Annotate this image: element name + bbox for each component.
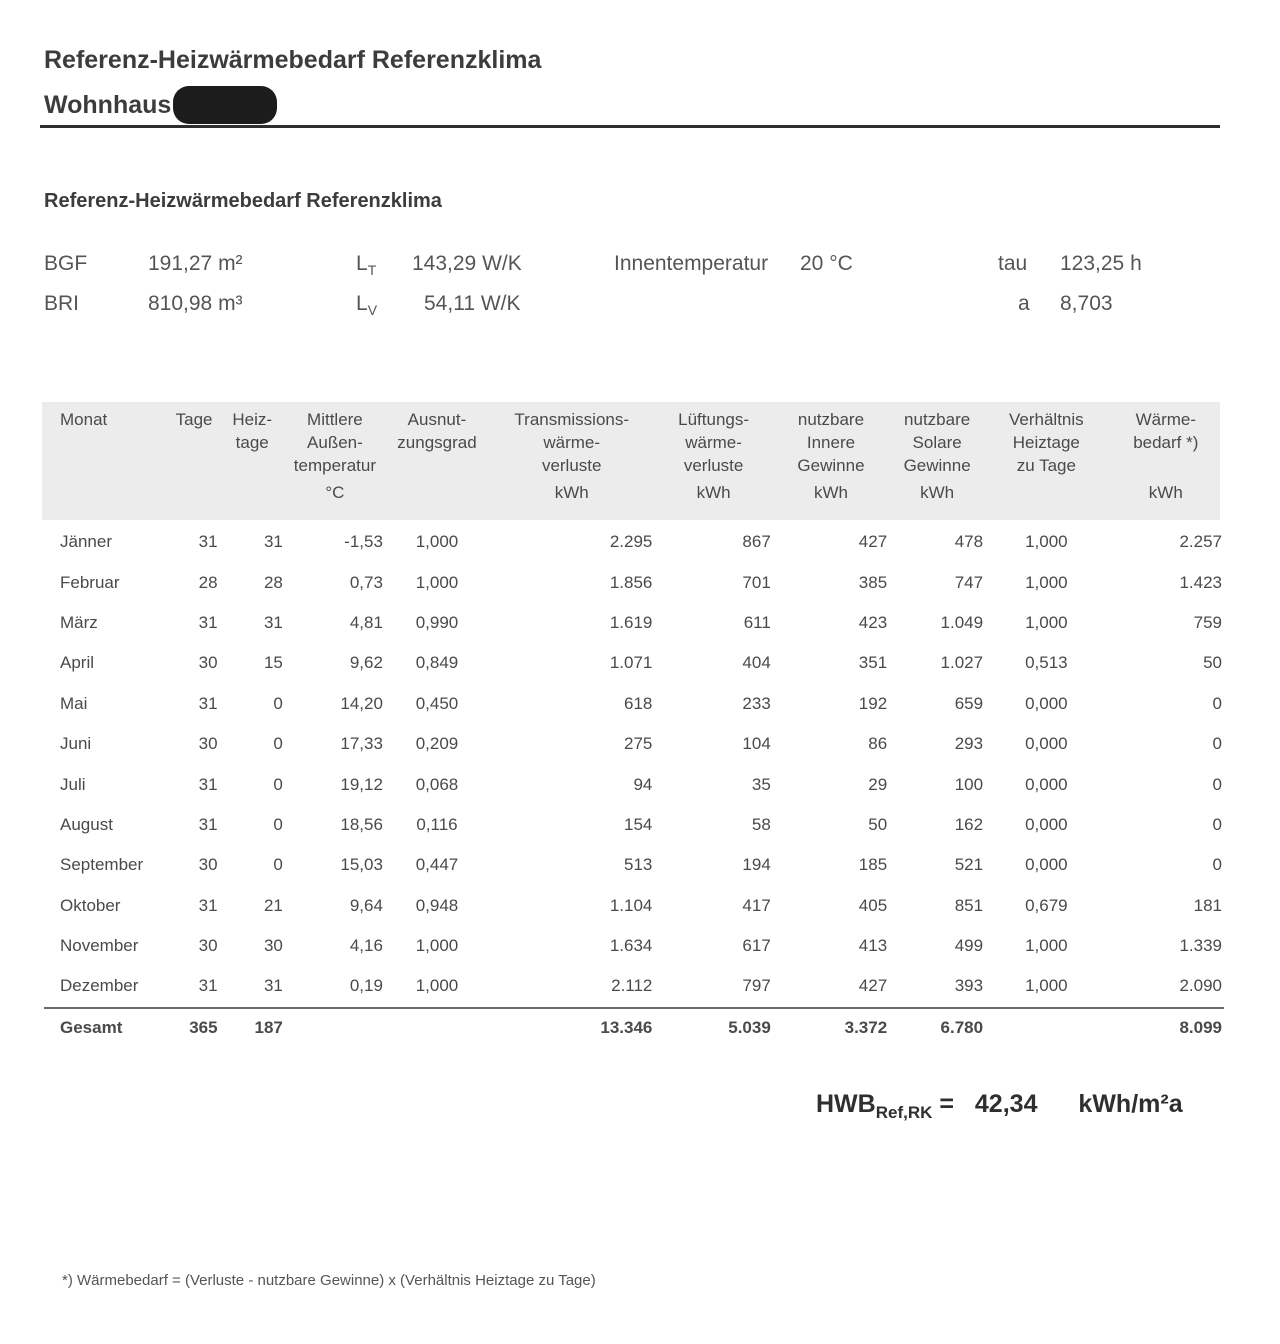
value-cell: 0 bbox=[273, 814, 283, 834]
value-cell: 31 bbox=[263, 612, 283, 632]
value-cell: 427 bbox=[858, 976, 888, 996]
value-cell: 1,000 bbox=[1025, 936, 1068, 956]
column-header-line: tage bbox=[235, 433, 269, 452]
value-cell: 0,116 bbox=[416, 814, 458, 834]
value-cell: 0 bbox=[1212, 855, 1222, 875]
column-header bbox=[985, 404, 1107, 520]
month-cell: Juni bbox=[60, 734, 92, 754]
value-cell: 181 bbox=[1193, 895, 1222, 915]
value-cell: 0,000 bbox=[1025, 693, 1068, 713]
bri-value: 810,98 m³ bbox=[148, 292, 243, 315]
value-cell: 21 bbox=[263, 895, 283, 915]
value-cell: 423 bbox=[858, 612, 888, 632]
total-cell: 187 bbox=[220, 1008, 285, 1047]
column-header-line: Lüftungs- bbox=[678, 410, 750, 429]
value-cell: 9,62 bbox=[349, 653, 383, 673]
value-cell: 2.295 bbox=[609, 532, 653, 552]
value-cell: 0,679 bbox=[1025, 895, 1068, 915]
value-cell: 30 bbox=[198, 936, 218, 956]
column-unit: kWh bbox=[813, 483, 848, 502]
value-cell: 31 bbox=[198, 532, 218, 552]
value-cell: 86 bbox=[868, 734, 888, 754]
value-cell: 29 bbox=[868, 774, 888, 794]
value-cell: 9,64 bbox=[349, 895, 383, 915]
innentemp-label: Innentemperatur bbox=[614, 252, 769, 275]
value-cell: 2.112 bbox=[611, 976, 653, 996]
value-cell: 0,000 bbox=[1025, 855, 1068, 875]
table-row bbox=[44, 926, 1224, 966]
month-cell: August bbox=[60, 814, 113, 834]
section-title: Referenz-Heizwärmebedarf Referenzklima bbox=[44, 190, 442, 212]
value-cell: 19,12 bbox=[340, 774, 383, 794]
column-header-line: Außen- bbox=[307, 433, 363, 452]
column-header bbox=[1108, 404, 1224, 520]
bgf-value: 191,27 m² bbox=[148, 252, 243, 275]
value-cell: 1.339 bbox=[1179, 936, 1222, 956]
footnote: *) Wärmebedarf = (Verluste - nutzbare Gewinne) x (Verhältnis Heiztage zu Tage) bbox=[62, 1272, 596, 1289]
column-header-line: Transmissions- bbox=[514, 410, 630, 429]
column-header-line: Wärme- bbox=[1135, 410, 1197, 429]
table-row bbox=[44, 805, 1224, 845]
value-cell: 2.257 bbox=[1179, 532, 1222, 552]
value-cell: 50 bbox=[868, 814, 888, 834]
value-cell: 1,000 bbox=[415, 532, 459, 552]
value-cell: 0,19 bbox=[349, 976, 383, 996]
column-header-line: Tage bbox=[175, 410, 213, 429]
value-cell: 17,33 bbox=[340, 734, 383, 754]
value-cell: 0,000 bbox=[1025, 774, 1068, 794]
value-cell: 0 bbox=[273, 734, 283, 754]
column-unit: kWh bbox=[554, 483, 589, 502]
value-cell: 1,000 bbox=[1025, 612, 1068, 632]
value-cell: 867 bbox=[742, 532, 771, 552]
bgf-label: BGF bbox=[44, 252, 88, 275]
lt-label bbox=[356, 252, 376, 278]
value-cell: 28 bbox=[198, 572, 218, 592]
value-cell: -1,53 bbox=[344, 532, 383, 552]
value-cell: 192 bbox=[858, 693, 888, 713]
month-cell: Jänner bbox=[60, 532, 112, 552]
lv-symbol: L bbox=[356, 292, 368, 315]
tau-value: 123,25 h bbox=[1060, 252, 1142, 275]
table-row bbox=[44, 845, 1224, 885]
header-divider bbox=[40, 125, 1220, 128]
column-header bbox=[385, 404, 489, 520]
value-cell: 0,450 bbox=[415, 693, 459, 713]
value-cell: 31 bbox=[198, 976, 218, 996]
value-cell: 0 bbox=[1212, 774, 1222, 794]
value-cell: 1.027 bbox=[940, 653, 984, 673]
column-header-line: nutzbare bbox=[797, 410, 865, 429]
value-cell: 31 bbox=[198, 895, 218, 915]
total-cell bbox=[385, 1008, 489, 1047]
column-unit: kWh bbox=[1148, 483, 1183, 502]
value-cell: 15,03 bbox=[340, 855, 383, 875]
page-subtitle bbox=[44, 86, 277, 124]
column-header bbox=[489, 404, 654, 520]
value-cell: 385 bbox=[858, 572, 888, 592]
total-cell: 3.372 bbox=[773, 1008, 889, 1047]
value-cell: 499 bbox=[954, 936, 984, 956]
value-cell: 1,000 bbox=[415, 936, 459, 956]
total-cell bbox=[985, 1008, 1107, 1047]
value-cell: 1.049 bbox=[940, 612, 984, 632]
value-cell: 30 bbox=[198, 734, 218, 754]
value-cell: 0,849 bbox=[415, 653, 459, 673]
total-cell: 5.039 bbox=[654, 1008, 772, 1047]
value-cell: 154 bbox=[624, 814, 653, 834]
value-cell: 1,000 bbox=[1025, 532, 1068, 552]
value-cell: 2.090 bbox=[1179, 976, 1222, 996]
column-unit: kWh bbox=[696, 483, 731, 502]
lv-subscript: V bbox=[367, 302, 378, 319]
value-cell: 275 bbox=[624, 734, 653, 754]
value-cell: 405 bbox=[858, 895, 888, 915]
value-cell: 0,948 bbox=[415, 895, 459, 915]
table-row bbox=[44, 966, 1224, 1007]
value-cell: 478 bbox=[954, 532, 984, 552]
value-cell: 759 bbox=[1193, 612, 1222, 632]
hwb-equals: = bbox=[939, 1090, 954, 1118]
month-cell: April bbox=[60, 653, 95, 673]
value-cell: 747 bbox=[954, 572, 984, 592]
hwb-subscript: Ref,RK bbox=[875, 1103, 933, 1122]
column-header-line: bedarf *) bbox=[1133, 433, 1199, 452]
tau-label: tau bbox=[998, 252, 1028, 275]
column-unit: °C bbox=[325, 483, 345, 502]
value-cell: 100 bbox=[954, 774, 984, 794]
table-row bbox=[44, 724, 1224, 764]
value-cell: 617 bbox=[742, 936, 771, 956]
column-header bbox=[654, 404, 772, 520]
lv-value: 54,11 W/K bbox=[424, 292, 521, 315]
value-cell: 58 bbox=[751, 814, 771, 834]
value-cell: 797 bbox=[742, 976, 771, 996]
column-header-line: zu Tage bbox=[1016, 456, 1076, 475]
monthly-heat-demand-table bbox=[44, 404, 1224, 1047]
column-header-line: temperatur bbox=[293, 456, 376, 475]
value-cell: 701 bbox=[742, 572, 771, 592]
value-cell: 1.071 bbox=[609, 653, 653, 673]
value-cell: 0,000 bbox=[1025, 734, 1068, 754]
value-cell: 611 bbox=[743, 612, 771, 632]
value-cell: 1.856 bbox=[609, 572, 653, 592]
month-cell: Dezember bbox=[60, 976, 139, 996]
column-header-line: Heiztage bbox=[1012, 433, 1080, 452]
value-cell: 0,513 bbox=[1025, 653, 1068, 673]
value-cell: 1.634 bbox=[609, 936, 653, 956]
total-label: Gesamt bbox=[44, 1008, 169, 1047]
value-cell: 0,209 bbox=[415, 734, 459, 754]
column-header-line: Heiz- bbox=[232, 410, 273, 429]
total-cell bbox=[285, 1008, 385, 1047]
value-cell: 1.619 bbox=[609, 612, 653, 632]
column-header bbox=[773, 404, 889, 520]
value-cell: 31 bbox=[198, 612, 218, 632]
value-cell: 31 bbox=[263, 976, 283, 996]
lt-symbol: L bbox=[356, 252, 368, 275]
column-header-line: zungsgrad bbox=[397, 433, 477, 452]
column-header-line: Gewinne bbox=[903, 456, 971, 475]
value-cell: 293 bbox=[954, 734, 984, 754]
total-cell: 365 bbox=[169, 1008, 220, 1047]
value-cell: 0 bbox=[273, 774, 283, 794]
value-cell: 0,068 bbox=[415, 774, 459, 794]
value-cell: 194 bbox=[742, 855, 771, 875]
table-row bbox=[44, 562, 1224, 602]
column-header-line: Mittlere bbox=[307, 410, 363, 429]
a-label: a bbox=[1018, 292, 1030, 315]
value-cell: 0 bbox=[273, 855, 283, 875]
value-cell: 50 bbox=[1203, 653, 1222, 673]
month-cell: März bbox=[60, 612, 98, 632]
value-cell: 104 bbox=[742, 734, 771, 754]
value-cell: 18,56 bbox=[340, 814, 383, 834]
value-cell: 30 bbox=[198, 855, 218, 875]
hwb-label: HWB bbox=[816, 1090, 876, 1118]
table-row bbox=[44, 603, 1224, 643]
value-cell: 351 bbox=[858, 653, 888, 673]
a-value: 8,703 bbox=[1060, 292, 1113, 315]
value-cell: 0,000 bbox=[1025, 814, 1068, 834]
value-cell: 15 bbox=[263, 653, 283, 673]
table-row bbox=[44, 520, 1224, 562]
value-cell: 233 bbox=[742, 693, 771, 713]
lv-label bbox=[356, 292, 377, 318]
lt-subscript: T bbox=[367, 262, 377, 279]
value-cell: 1,000 bbox=[415, 976, 459, 996]
table-total-row bbox=[44, 1008, 1224, 1047]
innentemp-value: 20 °C bbox=[800, 252, 853, 275]
table-header-row bbox=[44, 404, 1224, 520]
month-cell: Mai bbox=[60, 693, 88, 713]
table-body bbox=[44, 520, 1224, 1008]
value-cell: 30 bbox=[198, 653, 218, 673]
value-cell: 417 bbox=[742, 895, 771, 915]
value-cell: 31 bbox=[198, 693, 218, 713]
total-cell: 8.099 bbox=[1108, 1008, 1224, 1047]
value-cell: 162 bbox=[954, 814, 984, 834]
month-cell: November bbox=[60, 936, 139, 956]
column-header bbox=[285, 404, 385, 520]
value-cell: 0 bbox=[273, 693, 283, 713]
column-header-line: verluste bbox=[541, 456, 602, 475]
total-cell: 6.780 bbox=[889, 1008, 985, 1047]
value-cell: 1,000 bbox=[1025, 976, 1068, 996]
value-cell: 30 bbox=[263, 936, 283, 956]
value-cell: 0 bbox=[1212, 814, 1222, 834]
hwb-value: 42,34 bbox=[974, 1090, 1038, 1118]
redaction-mark bbox=[173, 86, 277, 124]
value-cell: 31 bbox=[263, 532, 283, 552]
column-header-line: nutzbare bbox=[904, 410, 971, 429]
value-cell: 28 bbox=[263, 572, 283, 592]
value-cell: 0,990 bbox=[415, 612, 459, 632]
value-cell: 1.423 bbox=[1179, 572, 1222, 592]
column-unit: kWh bbox=[920, 483, 955, 502]
column-header-line: wärme- bbox=[543, 433, 601, 452]
value-cell: 0 bbox=[1212, 734, 1222, 754]
month-cell: Juli bbox=[60, 774, 86, 794]
column-header bbox=[169, 404, 220, 520]
value-cell: 31 bbox=[198, 774, 218, 794]
value-cell: 393 bbox=[954, 976, 984, 996]
value-cell: 413 bbox=[858, 936, 888, 956]
column-header-line: Verhältnis bbox=[1009, 410, 1084, 429]
value-cell: 1,000 bbox=[1025, 572, 1068, 592]
page-title: Referenz-Heizwärmebedarf Referenzklima bbox=[44, 46, 542, 74]
total-cell: 13.346 bbox=[489, 1008, 654, 1047]
value-cell: 659 bbox=[954, 693, 984, 713]
value-cell: 0,447 bbox=[415, 855, 459, 875]
value-cell: 404 bbox=[742, 653, 771, 673]
hwb-unit: kWh/m²a bbox=[1078, 1090, 1183, 1118]
value-cell: 618 bbox=[624, 693, 653, 713]
column-header-line: Ausnut- bbox=[407, 410, 467, 429]
bri-label: BRI bbox=[44, 292, 80, 315]
column-header-line: wärme- bbox=[685, 433, 742, 452]
value-cell: 851 bbox=[954, 895, 984, 915]
building-name: Wohnhaus bbox=[44, 90, 172, 119]
column-header bbox=[220, 404, 285, 520]
value-cell: 0,73 bbox=[349, 572, 383, 592]
month-cell: Oktober bbox=[60, 895, 121, 915]
value-cell: 1.104 bbox=[609, 895, 653, 915]
value-cell: 4,16 bbox=[349, 936, 383, 956]
value-cell: 185 bbox=[858, 855, 888, 875]
value-cell: 4,81 bbox=[349, 612, 383, 632]
month-cell: Februar bbox=[60, 572, 120, 592]
table-row bbox=[44, 643, 1224, 683]
table-row bbox=[44, 764, 1224, 804]
column-header bbox=[44, 404, 169, 520]
table-row bbox=[44, 886, 1224, 926]
value-cell: 0 bbox=[1212, 693, 1222, 713]
value-cell: 427 bbox=[858, 532, 888, 552]
value-cell: 35 bbox=[751, 774, 771, 794]
value-cell: 14,20 bbox=[340, 693, 383, 713]
column-header-line: Innere bbox=[806, 433, 856, 452]
table-row bbox=[44, 684, 1224, 724]
value-cell: 1,000 bbox=[415, 572, 459, 592]
value-cell: 513 bbox=[624, 855, 653, 875]
value-cell: 521 bbox=[954, 855, 984, 875]
lt-value: 143,29 W/K bbox=[412, 252, 522, 275]
column-header-line: Solare bbox=[912, 433, 962, 452]
column-header-line: Monat bbox=[60, 410, 108, 429]
column-header-line: verluste bbox=[683, 456, 744, 475]
month-cell: September bbox=[60, 855, 144, 875]
column-header-line: Gewinne bbox=[797, 456, 865, 475]
column-header bbox=[889, 404, 985, 520]
value-cell: 31 bbox=[198, 814, 218, 834]
hwb-result bbox=[816, 1090, 1183, 1122]
value-cell: 94 bbox=[633, 774, 653, 794]
